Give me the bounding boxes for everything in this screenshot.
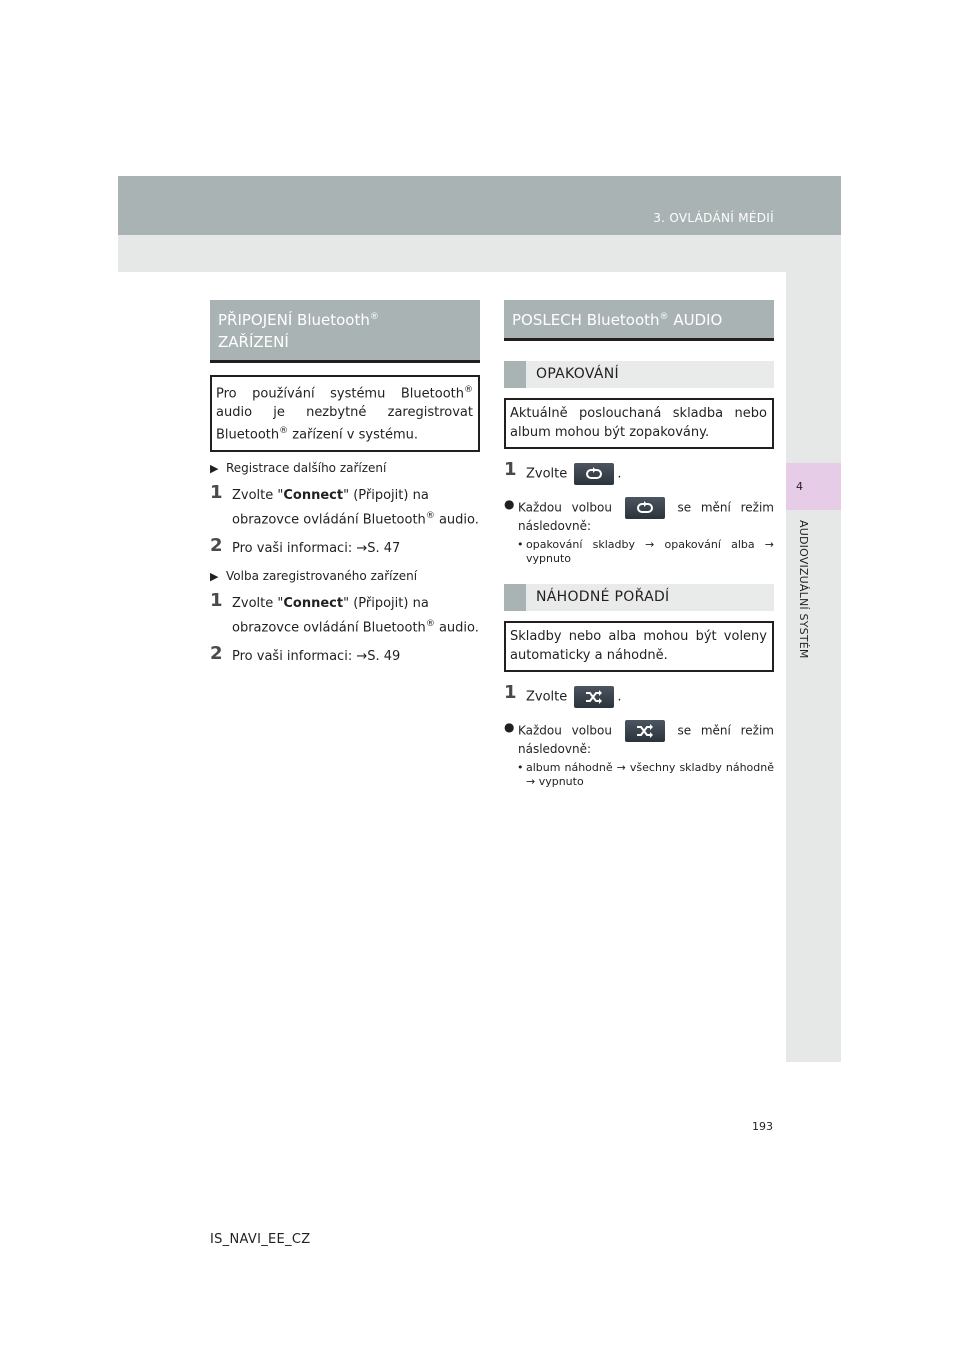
right-column: [504, 300, 774, 789]
bullet-dot: •: [517, 761, 524, 774]
connect-label: Connect: [283, 595, 344, 611]
step-number: 2: [210, 534, 223, 556]
note-random: [504, 720, 774, 757]
step: [210, 481, 480, 530]
bullet-dot: •: [517, 538, 524, 551]
subheading-random: [504, 584, 774, 611]
subnote-text: opakování skladby → opakování alba → vypnuto: [526, 538, 774, 565]
registered-mark: ®: [425, 510, 435, 521]
repeat-icon: [585, 467, 603, 481]
note-text: se mění režim následovně:: [518, 500, 774, 533]
chapter-tab: [786, 463, 841, 510]
note-text: se mění režim následovně:: [518, 723, 774, 756]
info-box-random: [504, 621, 774, 672]
step-text: .: [617, 689, 622, 705]
info-text: Pro používání systému Bluetooth: [216, 386, 464, 402]
play-arrow-icon: ▶: [210, 461, 219, 475]
step-number: 2: [210, 643, 223, 665]
subsection-title-register: [210, 460, 480, 477]
connect-label: Connect: [283, 487, 344, 503]
step-number: 1: [210, 481, 223, 503]
shuffle-button-image: [625, 720, 665, 742]
play-arrow-icon: ▶: [210, 569, 219, 583]
note-repeat: [504, 497, 774, 534]
step: [210, 534, 480, 559]
subsection-title-text: Volba zaregistrovaného zařízení: [226, 568, 418, 583]
info-text: Skladby nebo alba mohou být voleny automaticky a náhodně.: [510, 629, 767, 663]
step-text: " (Připojit) na obrazovce ovládání Bluetooth: [232, 595, 429, 636]
info-box-repeat: [504, 398, 774, 449]
step-text: .: [617, 466, 622, 482]
step-number: 1: [504, 459, 517, 480]
step-text: audio.: [434, 511, 479, 527]
subnote-repeat: [504, 538, 774, 566]
shuffle-icon: [636, 724, 654, 738]
left-column: [210, 300, 480, 667]
repeat-button-image: [574, 463, 614, 485]
section-heading-bluetooth-connect: [210, 300, 480, 363]
subheading-text: OPAKOVÁNÍ: [536, 366, 619, 382]
registered-mark: ®: [425, 618, 435, 629]
subheading-repeat: [504, 361, 774, 388]
chapter-number: 4: [796, 480, 803, 493]
chapter-side-label: AUDIOVIZUÁLNÍ SYSTÉM: [797, 520, 810, 659]
step-text: Zvolte: [526, 466, 568, 482]
page-reference[interactable]: Pro vaši informaci: →S. 47: [232, 540, 401, 556]
repeat-icon: [636, 501, 654, 515]
bullet-dot: ●: [504, 720, 515, 734]
section-heading-bluetooth-audio: [504, 300, 774, 341]
step: [210, 589, 480, 638]
heading-text: AUDIO: [668, 311, 723, 329]
heading-text-line2: ZAŘÍZENÍ: [218, 333, 289, 351]
step-number: 1: [504, 682, 517, 703]
info-text: Aktuálně poslouchaná skladba nebo album mohou být zopakovány.: [510, 406, 767, 440]
subheading-text: NÁHODNÉ POŘADÍ: [536, 589, 670, 605]
bullet-dot: ●: [504, 497, 515, 511]
shuffle-icon: [585, 690, 603, 704]
step-text: Zvolte ": [232, 487, 284, 503]
step-text: Zvolte ": [232, 595, 284, 611]
step-text: " (Připojit) na obrazovce ovládání Bluetooth: [232, 487, 429, 527]
note-text: Každou volbou: [518, 500, 612, 515]
document-id: IS_NAVI_EE_CZ: [210, 1232, 311, 1247]
step-number: 1: [210, 589, 223, 611]
note-text: Každou volbou: [518, 723, 612, 738]
step-repeat: [504, 459, 774, 485]
page-number: 193: [752, 1120, 773, 1133]
subnote-text: album náhodně → všechny skladby náhodně → vypnuto: [526, 761, 774, 788]
info-text: zařízení v systému.: [288, 427, 418, 443]
step: [210, 643, 480, 667]
repeat-button-image: [625, 497, 665, 519]
registered-mark: ®: [659, 312, 669, 322]
side-strip: [786, 272, 841, 1062]
heading-text: POSLECH Bluetooth: [512, 311, 660, 329]
header-subband: [118, 235, 841, 272]
header-band: [118, 176, 841, 235]
subsection-title-select: [210, 568, 480, 585]
chapter-title: 3. OVLÁDÁNÍ MÉDIÍ: [653, 211, 774, 225]
step-text: Zvolte: [526, 689, 568, 705]
subsection-title-text: Registrace dalšího zařízení: [226, 460, 387, 475]
heading-text: PŘIPOJENÍ Bluetooth: [218, 311, 370, 329]
step-random: [504, 682, 774, 708]
info-box: [210, 375, 480, 452]
page-reference[interactable]: Pro vaši informaci: →S. 49: [232, 649, 401, 665]
subheading-marker: [504, 361, 526, 388]
info-text: audio je nezbytné zaregistrovat Bluetooth: [216, 405, 473, 443]
step-text: audio.: [434, 620, 479, 636]
registered-mark: ®: [464, 385, 473, 395]
subheading-marker: [504, 584, 526, 611]
shuffle-button-image: [574, 686, 614, 708]
subnote-random: [504, 761, 774, 789]
registered-mark: ®: [279, 426, 289, 437]
registered-mark: ®: [369, 312, 379, 322]
